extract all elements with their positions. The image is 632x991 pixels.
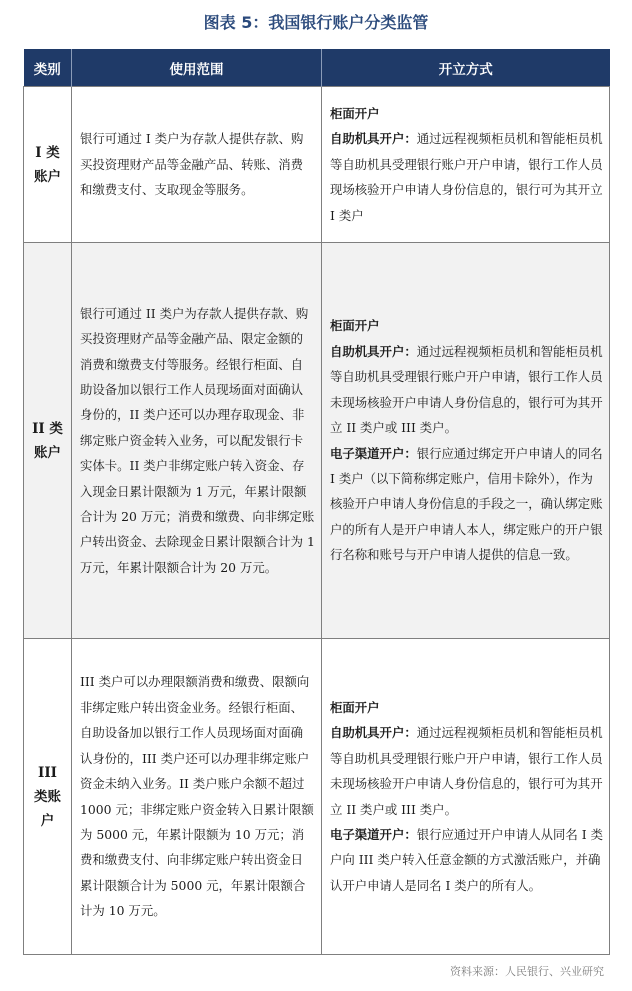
electronic-opening-text: 银行应通过绑定开户申请人的同名 I 类户（以下简称绑定账户，信用卡除外），作为核验开户申请人身份信息的手段之一，确认绑定账户的所有人是开户申请人本人，绑定账户的开户银行名称和账号与开户申请人提供的信息一致。 (330, 445, 603, 563)
atm-opening-label: 自助机具开户： (330, 131, 417, 147)
electronic-opening-paragraph (330, 822, 603, 898)
atm-opening-label: 自助机具开户： (330, 725, 417, 741)
electronic-opening-text: 银行应通过开户申请人从同名 I 类户向 III 类户转入任意金额的方式激活账户，并确认开户申请人是同名 I 类户的所有人。 (330, 826, 603, 893)
category-line-2: 类账户 (34, 788, 61, 829)
table-row-class-iii (24, 639, 610, 955)
scope-text: 银行可通过 II 类户为存款人提供存款、购买投资理财产品等金融产品、限定金额的消费和缴费支付等服务。经银行柜面、自助设备加以银行工作人员现场面对面确认身份的，II 类户还可以办理存取现金、非绑定账户资金转入业务，可以配发银行卡实体卡。II 类户非绑定账户转入资金、存入现金日累计限额为 1 万元，年累计限额合计为 20 万元；消费和缴费、向非绑定账户转出资金、去除现金日累计限额合计为 1 万元，年累计限额合计为 20 万元。 (80, 305, 315, 575)
electronic-opening-label: 电子渠道开户： (330, 445, 417, 461)
category-line-1: II 类 (32, 420, 63, 437)
atm-opening-paragraph (330, 339, 603, 441)
counter-opening-label: 柜面开户 (330, 318, 380, 334)
category-line-2: 账户 (34, 168, 61, 185)
table-row-class-ii (24, 243, 610, 639)
header-scope: 使用范围 (72, 49, 322, 87)
source-note: 资料来源：人民银行、兴业研究 (450, 965, 604, 978)
category-line-2: 账户 (34, 444, 61, 461)
counter-opening-label: 柜面开户 (330, 699, 380, 715)
page-title: 图表 5：我国银行账户分类监管 (203, 13, 429, 32)
category-cell (24, 243, 72, 639)
category-cell (24, 639, 72, 955)
scope-cell (72, 639, 322, 955)
atm-opening-text: 通过远程视频柜员机和智能柜员机等自助机具受理银行账户开户申请，银行工作人员未现场核验开户申请人身份信息的，银行可为其开立 II 类户或 III 类户。 (330, 343, 603, 436)
header-method: 开立方式 (322, 49, 610, 87)
method-cell (322, 87, 610, 243)
atm-opening-text: 通过远程视频柜员机和智能柜员机等自助机具受理银行账户开户申请，银行工作人员未现场核验开户申请人身份信息的，银行可为其开立 II 类户或 III 类户。 (330, 725, 603, 817)
atm-opening-paragraph (330, 720, 603, 822)
electronic-opening-label: 电子渠道开户： (330, 826, 417, 842)
atm-opening-paragraph (330, 126, 603, 228)
scope-cell (72, 243, 322, 639)
table-row-class-i (24, 87, 610, 243)
category-cell (24, 87, 72, 243)
category-line-1: III (38, 764, 57, 781)
electronic-opening-paragraph (330, 441, 603, 568)
method-cell (322, 243, 610, 639)
header-category: 类别 (24, 49, 72, 87)
scope-text: 银行可通过 I 类户为存款人提供存款、购买投资理财产品等金融产品、转账、消费和缴费支付、支取现金等服务。 (80, 131, 304, 198)
atm-opening-label: 自助机具开户： (330, 343, 417, 359)
atm-opening-text: 通过远程视频柜员机和智能柜员机等自助机具受理银行账户开户申请，银行工作人员现场核验开户申请人身份信息的，银行可为其开立 I 类户 (330, 131, 603, 223)
scope-text: III 类户可以办理限额消费和缴费、限额向非绑定账户转出资金业务。经银行柜面、自助设备加以银行工作人员现场面对面确认身份的，III 类户还可以办理非绑定账户资金未纳入业务。II 类户账户余额不超过 1000 元；非绑定账户资金转入日累计限额为 5000 元，年累计限额为 10 万元；消费和缴费支付、向非绑定账户转出资金日累计限额合计为 5000 元，年累计限额合计为 10 万元。 (80, 674, 314, 919)
scope-cell (72, 87, 322, 243)
account-classification-table (23, 49, 610, 955)
method-cell (322, 639, 610, 955)
table-header-row (24, 49, 610, 87)
counter-opening-label: 柜面开户 (330, 105, 380, 121)
category-line-1: I 类 (35, 144, 60, 161)
